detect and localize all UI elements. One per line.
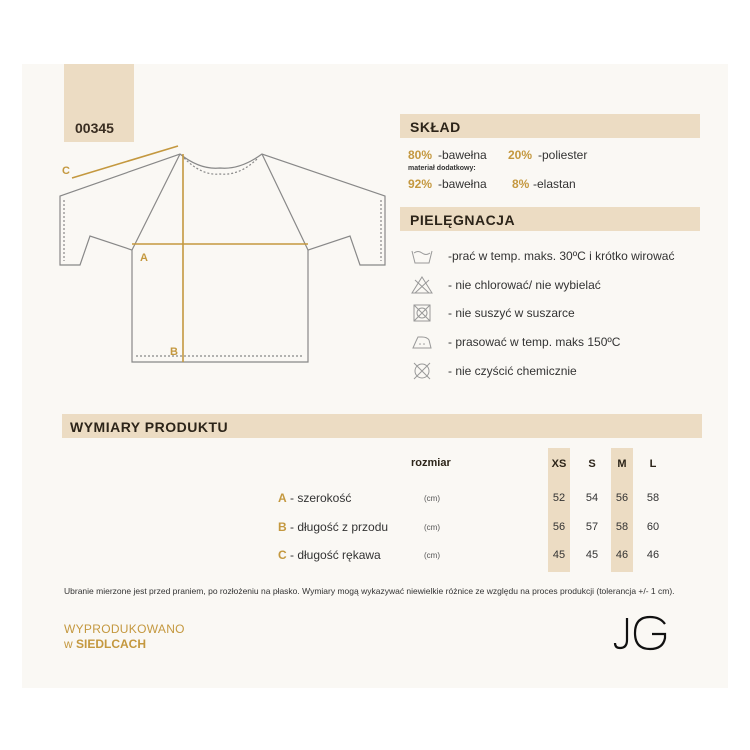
row-a-letter: A <box>278 491 287 505</box>
no-tumble-dry-icon <box>410 303 434 323</box>
add-material-1: -bawełna <box>438 177 487 191</box>
cell-c-m: 46 <box>615 549 629 561</box>
care-item-iron <box>410 330 620 354</box>
cell-a-s: 54 <box>585 492 599 504</box>
cell-a-xs: 52 <box>552 492 566 504</box>
wash-30-icon <box>410 246 434 266</box>
row-b-letter: B <box>278 520 287 534</box>
add-percent-2: 8% <box>512 177 530 191</box>
tshirt-diagram <box>50 140 400 380</box>
main-percent-2: 20% <box>508 148 533 162</box>
additional-label: materiał dodatkowy: <box>408 165 476 172</box>
cell-b-s: 57 <box>585 521 599 533</box>
care-item-dry <box>410 301 575 325</box>
cell-b-l: 60 <box>646 521 660 533</box>
made-in-line2 <box>64 637 146 651</box>
cell-c-xs: 45 <box>552 549 566 561</box>
cell-a-l: 58 <box>646 492 660 504</box>
row-b-label: - długość z przodu <box>290 520 389 534</box>
row-c-label: - długość rękawa <box>290 548 381 562</box>
diagram-label-c: C <box>62 165 70 177</box>
care-text-wash: -prać w temp. maks. 30ºC i krótko wirować <box>448 249 675 263</box>
care-text-iron: - prasować w temp. maks 150ºC <box>448 335 621 349</box>
care-item-bleach <box>410 273 601 297</box>
no-dry-clean-icon <box>410 361 434 381</box>
made-in-prefix: w <box>64 637 76 651</box>
care-item-wash <box>410 244 674 268</box>
row-a-label: - szerokość <box>290 491 352 505</box>
cell-c-s: 45 <box>585 549 599 561</box>
care-item-dryclean <box>410 359 577 383</box>
diagram-label-b: B <box>170 346 178 358</box>
no-bleach-icon <box>410 275 434 295</box>
size-l: L <box>649 458 657 470</box>
care-text-dryclean: - nie czyścić chemicznie <box>448 364 577 378</box>
row-c-unit: (cm) <box>424 551 440 560</box>
row-c-letter: C <box>278 548 287 562</box>
size-m: M <box>617 458 627 470</box>
main-material-1: -bawełna <box>438 148 487 162</box>
add-material-2: -elastan <box>533 177 576 191</box>
row-b-unit: (cm) <box>424 523 440 532</box>
row-a-unit: (cm) <box>424 494 440 503</box>
iron-150-icon <box>410 332 434 352</box>
size-header: rozmiar <box>411 457 451 469</box>
cell-c-l: 46 <box>646 549 660 561</box>
size-s: S <box>588 458 596 470</box>
care-title: PIELĘGNACJA <box>410 212 516 228</box>
diagram-label-a: A <box>140 252 148 264</box>
composition-title: SKŁAD <box>410 119 461 135</box>
product-code: 00345 <box>75 120 114 136</box>
care-text-dry: - nie suszyć w suszarce <box>448 306 575 320</box>
footnote: Ubranie mierzone jest przed praniem, po rozłożeniu na płasko. Wymiary mogą wykazywać niewielkie różnice ze względu na proces produkcji (tolerancja +/- 1 cm). <box>64 586 675 596</box>
care-text-bleach: - nie chlorować/ nie wybielać <box>448 278 601 292</box>
cell-a-m: 56 <box>615 492 629 504</box>
main-percent-1: 80% <box>408 148 433 162</box>
cell-b-xs: 56 <box>552 521 566 533</box>
jg-logo <box>613 614 671 652</box>
dimensions-title: WYMIARY PRODUKTU <box>70 419 229 435</box>
size-xs: XS <box>551 458 567 470</box>
made-in-place: SIEDLCACH <box>76 637 147 651</box>
add-percent-1: 92% <box>408 177 433 191</box>
made-in-line1: WYPRODUKOWANO <box>64 622 185 636</box>
main-material-2: -poliester <box>538 148 588 162</box>
cell-b-m: 58 <box>615 521 629 533</box>
